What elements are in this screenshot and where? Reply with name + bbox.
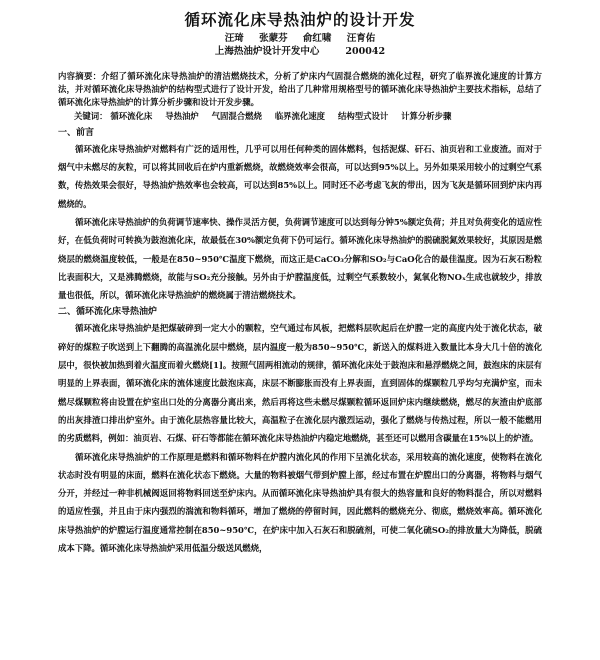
keyword: 气固混合燃烧 — [211, 110, 262, 121]
keywords-label: 关键词： — [74, 110, 108, 121]
paragraph: 循环流化床导热油炉是把煤破碎到一定大小的颗粒，空气通过布风板，把燃料层吹起后在炉膛一定的高度内处于流化状态，破碎好的煤粒子吹送到上下翻腾的高温流化层中燃烧，层内温度一般为850~950℃，新送入的煤料进入数量比本身大几十倍的流化层中，很快被加热到着火温度而着火燃烧[1]。按照气固两相流动的规律，循环流化床处于鼓泡床和悬浮燃烧之间，鼓泡床的床层有明显的上界表面，循环流化床的流体速度比鼓泡床高，床层不断膨胀而没有上界表面，直到固体的煤颗粒几乎均匀充满炉室，而未燃尽煤颗粒将由设置在炉室出口处的分离器分离出来，然后再将这些未燃尽煤颗粒循环返回炉床内继续燃烧，燃尽的灰渣由炉底部的出灰排渣口排出炉室外。由于流化层热容量比较大，高温粒子在流化层内激烈运动，强化了燃烧与传热过程，所以一般不能燃用的劣质燃料，例如：油页岩、石煤、矸石等都能在循环流化床导热油炉内稳定地燃烧，甚至还可以燃用含碳量在15%以上的炉渣。 — [58, 323, 542, 444]
abstract — [58, 70, 542, 110]
section-heading: 二、循环流化床导热油炉 — [58, 307, 158, 318]
keyword: 导热油炉 — [165, 110, 199, 121]
author-name: 张蒙芬 — [259, 33, 288, 44]
author-name: 俞红啸 — [302, 33, 332, 44]
postcode: 200042 — [345, 46, 386, 57]
abstract-text: 介绍了循环流化床导热油炉的清洁燃烧技术，分析了炉床内气固混合燃烧的流化过程，研究了临界流化速度的计算方法，并对循环流化床导热油炉的结构型式进行了设计开发，给出了几种常用规格型号的循环流化床导热油炉主要技术指标，总结了循环流化床导热油炉的计算分析步骤和设计开发步骤。 — [58, 71, 543, 108]
keywords — [58, 110, 542, 123]
author-name: 汪琦 — [224, 33, 244, 44]
affiliation: 上海热油炉设计开发中心 — [214, 46, 320, 57]
keyword: 临界流化速度 — [274, 110, 326, 121]
affiliation-line — [58, 45, 542, 58]
author-list — [58, 32, 542, 45]
paragraph: 循环流化床导热油炉的负荷调节速率快、操作灵活方便，负荷调节速度可以达到每分钟5%额定负荷；并且对负荷变化的适应性好，在低负荷时可转换为鼓泡流化床，故最低在30%额定负荷下仍可运行。循环流化床导热油炉的脱硫脱氮效果较好，其原因是燃烧层的燃烧温度较低，一般是在850~950℃温度下燃烧，而这正是CaCO₃分解和SO₂与CaO化合的最佳温度。因为石灰石粉粒比表面积大，又是沸腾燃烧，故能与SO₂充分接触。另外由于炉膛温度低，过剩空气系数较小，氮氧化物NOₓ生成也就较少，排放量也很低，所以，循环流化床导热油炉的燃烧属于清洁燃烧技术。 — [58, 217, 542, 301]
paragraph: 循环流化床导热油炉的工作原理是燃料和循环物料在炉膛内流化风的作用下呈流化状态，采用较高的流化速度，使物料在流化状态时没有明显的床面，燃料在流化状态下燃烧。大量的物料被烟气带到炉膛上部，经过布置在炉膛出口的分离器，将物料与烟气分开，并经过一种非机械阀返回将物料回送至炉床内。从而循环流化床导热油炉具有很大的热容量和良好的物料混合，所以对燃料的适应性强，并且由于床内强烈的湍流和物料循环，增加了燃烧的停留时间，因此燃料的燃烧充分、彻底，燃烧效率高。循环流化床导热油炉的炉膛运行温度通常控制在850~950℃，在炉床中加入石灰石和脱硫剂，可使二氧化硫SO₂的排放量大为降低，脱硫成本下降。循环流化床导热油炉采用低温分级送风燃烧， — [58, 451, 542, 554]
keyword: 循环流化床 — [110, 110, 153, 121]
paper-title: 循环流化床导热油炉的设计开发 — [184, 11, 416, 29]
section-heading: 一、前言 — [58, 127, 95, 138]
paragraph: 循环流化床导热油炉对燃料有广泛的适用性，几乎可以用任何种类的固体燃料，包括泥煤、矸石、油页岩和工业废渣。而对于烟气中未燃尽的灰粒，可以将其回收后在炉内重新燃烧，故燃烧效率会很高，可以达到95%以上。另外如果采用较小的过剩空气系数，传热效果会很好，导热油炉热效率也会较高，可以达到85%以上。同时还不必考虑飞灰的带出，因为飞灰是循环回到炉床内再燃烧的。 — [58, 143, 542, 209]
author-name: 汪育佑 — [346, 33, 376, 44]
keyword: 结构型式设计 — [337, 110, 389, 121]
keyword: 计算分析步骤 — [401, 110, 452, 121]
abstract-label: 内容摘要： — [58, 71, 102, 81]
